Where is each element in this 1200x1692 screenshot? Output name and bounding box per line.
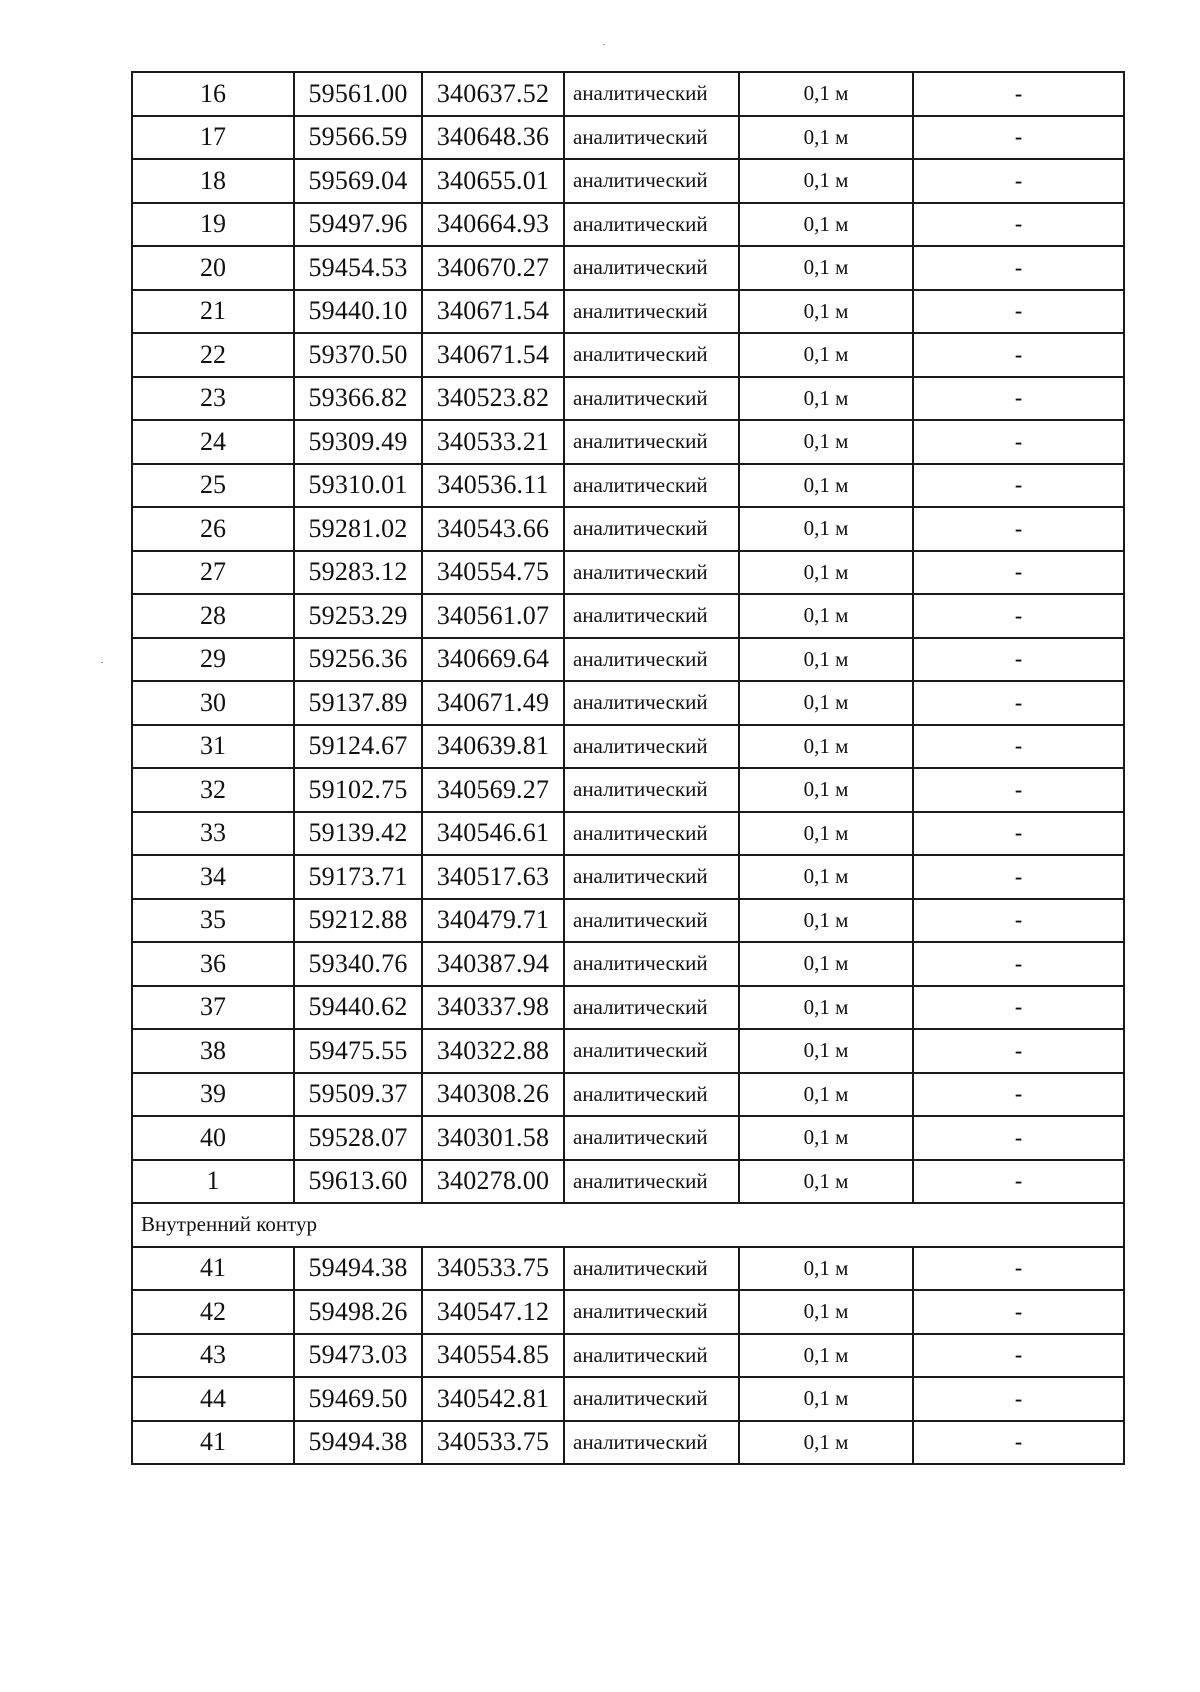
note-cell: - xyxy=(913,725,1124,769)
y-coordinate-cell: 340554.85 xyxy=(422,1334,564,1378)
point-number-cell: 42 xyxy=(132,1290,294,1334)
note-cell: - xyxy=(913,1290,1124,1334)
point-number-cell: 16 xyxy=(132,72,294,116)
table-row xyxy=(132,986,1124,1030)
point-number-cell: 19 xyxy=(132,203,294,247)
method-cell: аналитический xyxy=(564,1290,739,1334)
scan-speck xyxy=(603,44,605,45)
x-coordinate-cell: 59256.36 xyxy=(294,638,422,682)
note-cell: - xyxy=(913,290,1124,334)
y-coordinate-cell: 340546.61 xyxy=(422,812,564,856)
x-coordinate-cell: 59124.67 xyxy=(294,725,422,769)
note-cell: - xyxy=(913,333,1124,377)
table-row xyxy=(132,1334,1124,1378)
point-number-cell: 29 xyxy=(132,638,294,682)
accuracy-cell: 0,1 м xyxy=(739,681,913,725)
note-cell: - xyxy=(913,1334,1124,1378)
y-coordinate-cell: 340536.11 xyxy=(422,464,564,508)
point-number-cell: 31 xyxy=(132,725,294,769)
accuracy-cell: 0,1 м xyxy=(739,507,913,551)
method-cell: аналитический xyxy=(564,1377,739,1421)
accuracy-cell: 0,1 м xyxy=(739,812,913,856)
accuracy-cell: 0,1 м xyxy=(739,1073,913,1117)
table-row xyxy=(132,1247,1124,1291)
note-cell: - xyxy=(913,681,1124,725)
method-cell: аналитический xyxy=(564,812,739,856)
y-coordinate-cell: 340542.81 xyxy=(422,1377,564,1421)
x-coordinate-cell: 59366.82 xyxy=(294,377,422,421)
method-cell: аналитический xyxy=(564,1073,739,1117)
accuracy-cell: 0,1 м xyxy=(739,638,913,682)
note-cell: - xyxy=(913,420,1124,464)
table-row xyxy=(132,551,1124,595)
accuracy-cell: 0,1 м xyxy=(739,377,913,421)
method-cell: аналитический xyxy=(564,681,739,725)
point-number-cell: 36 xyxy=(132,942,294,986)
method-cell: аналитический xyxy=(564,1421,739,1465)
accuracy-cell: 0,1 м xyxy=(739,116,913,160)
accuracy-cell: 0,1 м xyxy=(739,159,913,203)
accuracy-cell: 0,1 м xyxy=(739,1029,913,1073)
accuracy-cell: 0,1 м xyxy=(739,333,913,377)
point-number-cell: 27 xyxy=(132,551,294,595)
table-row xyxy=(132,290,1124,334)
table-row xyxy=(132,1029,1124,1073)
table-row xyxy=(132,1116,1124,1160)
note-cell: - xyxy=(913,1116,1124,1160)
table-row xyxy=(132,725,1124,769)
point-number-cell: 18 xyxy=(132,159,294,203)
point-number-cell: 30 xyxy=(132,681,294,725)
x-coordinate-cell: 59497.96 xyxy=(294,203,422,247)
accuracy-cell: 0,1 м xyxy=(739,1421,913,1465)
y-coordinate-cell: 340664.93 xyxy=(422,203,564,247)
x-coordinate-cell: 59440.10 xyxy=(294,290,422,334)
x-coordinate-cell: 59569.04 xyxy=(294,159,422,203)
table-row xyxy=(132,333,1124,377)
note-cell: - xyxy=(913,551,1124,595)
note-cell: - xyxy=(913,986,1124,1030)
point-number-cell: 33 xyxy=(132,812,294,856)
point-number-cell: 26 xyxy=(132,507,294,551)
note-cell: - xyxy=(913,464,1124,508)
method-cell: аналитический xyxy=(564,72,739,116)
point-number-cell: 43 xyxy=(132,1334,294,1378)
method-cell: аналитический xyxy=(564,594,739,638)
point-number-cell: 35 xyxy=(132,899,294,943)
point-number-cell: 34 xyxy=(132,855,294,899)
method-cell: аналитический xyxy=(564,116,739,160)
y-coordinate-cell: 340322.88 xyxy=(422,1029,564,1073)
note-cell: - xyxy=(913,1247,1124,1291)
note-cell: - xyxy=(913,1377,1124,1421)
accuracy-cell: 0,1 м xyxy=(739,986,913,1030)
method-cell: аналитический xyxy=(564,290,739,334)
x-coordinate-cell: 59509.37 xyxy=(294,1073,422,1117)
accuracy-cell: 0,1 м xyxy=(739,768,913,812)
x-coordinate-cell: 59494.38 xyxy=(294,1247,422,1291)
note-cell: - xyxy=(913,638,1124,682)
point-number-cell: 1 xyxy=(132,1160,294,1204)
x-coordinate-cell: 59469.50 xyxy=(294,1377,422,1421)
accuracy-cell: 0,1 м xyxy=(739,594,913,638)
accuracy-cell: 0,1 м xyxy=(739,1334,913,1378)
table-row xyxy=(132,377,1124,421)
method-cell: аналитический xyxy=(564,1029,739,1073)
note-cell: - xyxy=(913,116,1124,160)
note-cell: - xyxy=(913,246,1124,290)
method-cell: аналитический xyxy=(564,899,739,943)
method-cell: аналитический xyxy=(564,551,739,595)
method-cell: аналитический xyxy=(564,1247,739,1291)
note-cell: - xyxy=(913,72,1124,116)
note-cell: - xyxy=(913,768,1124,812)
section-row-inner-contour xyxy=(132,1203,1124,1247)
method-cell: аналитический xyxy=(564,638,739,682)
point-number-cell: 39 xyxy=(132,1073,294,1117)
section-label: Внутренний контур xyxy=(132,1203,1124,1247)
table-row xyxy=(132,420,1124,464)
x-coordinate-cell: 59309.49 xyxy=(294,420,422,464)
x-coordinate-cell: 59440.62 xyxy=(294,986,422,1030)
table-row xyxy=(132,1290,1124,1334)
table-row xyxy=(132,1421,1124,1465)
x-coordinate-cell: 59528.07 xyxy=(294,1116,422,1160)
method-cell: аналитический xyxy=(564,1334,739,1378)
method-cell: аналитический xyxy=(564,855,739,899)
point-number-cell: 22 xyxy=(132,333,294,377)
x-coordinate-cell: 59173.71 xyxy=(294,855,422,899)
x-coordinate-cell: 59454.53 xyxy=(294,246,422,290)
x-coordinate-cell: 59566.59 xyxy=(294,116,422,160)
accuracy-cell: 0,1 м xyxy=(739,551,913,595)
y-coordinate-cell: 340533.75 xyxy=(422,1247,564,1291)
y-coordinate-cell: 340387.94 xyxy=(422,942,564,986)
x-coordinate-cell: 59310.01 xyxy=(294,464,422,508)
method-cell: аналитический xyxy=(564,246,739,290)
method-cell: аналитический xyxy=(564,203,739,247)
accuracy-cell: 0,1 м xyxy=(739,464,913,508)
y-coordinate-cell: 340655.01 xyxy=(422,159,564,203)
point-number-cell: 21 xyxy=(132,290,294,334)
note-cell: - xyxy=(913,812,1124,856)
point-number-cell: 25 xyxy=(132,464,294,508)
x-coordinate-cell: 59473.03 xyxy=(294,1334,422,1378)
y-coordinate-cell: 340671.49 xyxy=(422,681,564,725)
point-number-cell: 41 xyxy=(132,1247,294,1291)
accuracy-cell: 0,1 м xyxy=(739,420,913,464)
accuracy-cell: 0,1 м xyxy=(739,1290,913,1334)
table-row xyxy=(132,638,1124,682)
y-coordinate-cell: 340547.12 xyxy=(422,1290,564,1334)
x-coordinate-cell: 59370.50 xyxy=(294,333,422,377)
y-coordinate-cell: 340533.75 xyxy=(422,1421,564,1465)
table-row xyxy=(132,942,1124,986)
coordinates-table-body xyxy=(132,72,1124,1464)
x-coordinate-cell: 59137.89 xyxy=(294,681,422,725)
x-coordinate-cell: 59139.42 xyxy=(294,812,422,856)
y-coordinate-cell: 340533.21 xyxy=(422,420,564,464)
table-row xyxy=(132,464,1124,508)
table-row xyxy=(132,855,1124,899)
table-row xyxy=(132,507,1124,551)
method-cell: аналитический xyxy=(564,464,739,508)
y-coordinate-cell: 340337.98 xyxy=(422,986,564,1030)
accuracy-cell: 0,1 м xyxy=(739,290,913,334)
method-cell: аналитический xyxy=(564,942,739,986)
x-coordinate-cell: 59561.00 xyxy=(294,72,422,116)
accuracy-cell: 0,1 м xyxy=(739,246,913,290)
y-coordinate-cell: 340301.58 xyxy=(422,1116,564,1160)
note-cell: - xyxy=(913,203,1124,247)
point-number-cell: 38 xyxy=(132,1029,294,1073)
method-cell: аналитический xyxy=(564,333,739,377)
note-cell: - xyxy=(913,507,1124,551)
method-cell: аналитический xyxy=(564,768,739,812)
table-row xyxy=(132,159,1124,203)
accuracy-cell: 0,1 м xyxy=(739,1247,913,1291)
y-coordinate-cell: 340637.52 xyxy=(422,72,564,116)
y-coordinate-cell: 340639.81 xyxy=(422,725,564,769)
table-row xyxy=(132,116,1124,160)
accuracy-cell: 0,1 м xyxy=(739,1377,913,1421)
y-coordinate-cell: 340517.63 xyxy=(422,855,564,899)
note-cell: - xyxy=(913,1421,1124,1465)
y-coordinate-cell: 340543.66 xyxy=(422,507,564,551)
table-row xyxy=(132,1160,1124,1204)
note-cell: - xyxy=(913,899,1124,943)
x-coordinate-cell: 59212.88 xyxy=(294,899,422,943)
table-row xyxy=(132,594,1124,638)
point-number-cell: 41 xyxy=(132,1421,294,1465)
x-coordinate-cell: 59283.12 xyxy=(294,551,422,595)
accuracy-cell: 0,1 м xyxy=(739,725,913,769)
point-number-cell: 17 xyxy=(132,116,294,160)
x-coordinate-cell: 59253.29 xyxy=(294,594,422,638)
coordinates-table xyxy=(131,71,1125,1465)
method-cell: аналитический xyxy=(564,986,739,1030)
table-row xyxy=(132,72,1124,116)
x-coordinate-cell: 59494.38 xyxy=(294,1421,422,1465)
x-coordinate-cell: 59613.60 xyxy=(294,1160,422,1204)
point-number-cell: 40 xyxy=(132,1116,294,1160)
y-coordinate-cell: 340569.27 xyxy=(422,768,564,812)
note-cell: - xyxy=(913,855,1124,899)
point-number-cell: 37 xyxy=(132,986,294,1030)
point-number-cell: 44 xyxy=(132,1377,294,1421)
note-cell: - xyxy=(913,1073,1124,1117)
y-coordinate-cell: 340670.27 xyxy=(422,246,564,290)
method-cell: аналитический xyxy=(564,420,739,464)
method-cell: аналитический xyxy=(564,1160,739,1204)
method-cell: аналитический xyxy=(564,725,739,769)
note-cell: - xyxy=(913,942,1124,986)
method-cell: аналитический xyxy=(564,377,739,421)
y-coordinate-cell: 340669.64 xyxy=(422,638,564,682)
note-cell: - xyxy=(913,377,1124,421)
point-number-cell: 28 xyxy=(132,594,294,638)
table-row xyxy=(132,1073,1124,1117)
note-cell: - xyxy=(913,1029,1124,1073)
accuracy-cell: 0,1 м xyxy=(739,72,913,116)
y-coordinate-cell: 340479.71 xyxy=(422,899,564,943)
y-coordinate-cell: 340671.54 xyxy=(422,333,564,377)
y-coordinate-cell: 340308.26 xyxy=(422,1073,564,1117)
method-cell: аналитический xyxy=(564,507,739,551)
y-coordinate-cell: 340648.36 xyxy=(422,116,564,160)
x-coordinate-cell: 59475.55 xyxy=(294,1029,422,1073)
note-cell: - xyxy=(913,594,1124,638)
point-number-cell: 32 xyxy=(132,768,294,812)
table-row xyxy=(132,203,1124,247)
y-coordinate-cell: 340561.07 xyxy=(422,594,564,638)
table-row xyxy=(132,768,1124,812)
method-cell: аналитический xyxy=(564,159,739,203)
accuracy-cell: 0,1 м xyxy=(739,855,913,899)
note-cell: - xyxy=(913,159,1124,203)
y-coordinate-cell: 340278.00 xyxy=(422,1160,564,1204)
accuracy-cell: 0,1 м xyxy=(739,1116,913,1160)
point-number-cell: 20 xyxy=(132,246,294,290)
x-coordinate-cell: 59340.76 xyxy=(294,942,422,986)
accuracy-cell: 0,1 м xyxy=(739,942,913,986)
method-cell: аналитический xyxy=(564,1116,739,1160)
accuracy-cell: 0,1 м xyxy=(739,899,913,943)
accuracy-cell: 0,1 м xyxy=(739,1160,913,1204)
table-row xyxy=(132,899,1124,943)
point-number-cell: 23 xyxy=(132,377,294,421)
table-row xyxy=(132,246,1124,290)
y-coordinate-cell: 340671.54 xyxy=(422,290,564,334)
scan-speck xyxy=(101,662,103,663)
x-coordinate-cell: 59281.02 xyxy=(294,507,422,551)
x-coordinate-cell: 59498.26 xyxy=(294,1290,422,1334)
note-cell: - xyxy=(913,1160,1124,1204)
y-coordinate-cell: 340554.75 xyxy=(422,551,564,595)
y-coordinate-cell: 340523.82 xyxy=(422,377,564,421)
accuracy-cell: 0,1 м xyxy=(739,203,913,247)
x-coordinate-cell: 59102.75 xyxy=(294,768,422,812)
table-row xyxy=(132,681,1124,725)
table-row xyxy=(132,1377,1124,1421)
table-row xyxy=(132,812,1124,856)
point-number-cell: 24 xyxy=(132,420,294,464)
